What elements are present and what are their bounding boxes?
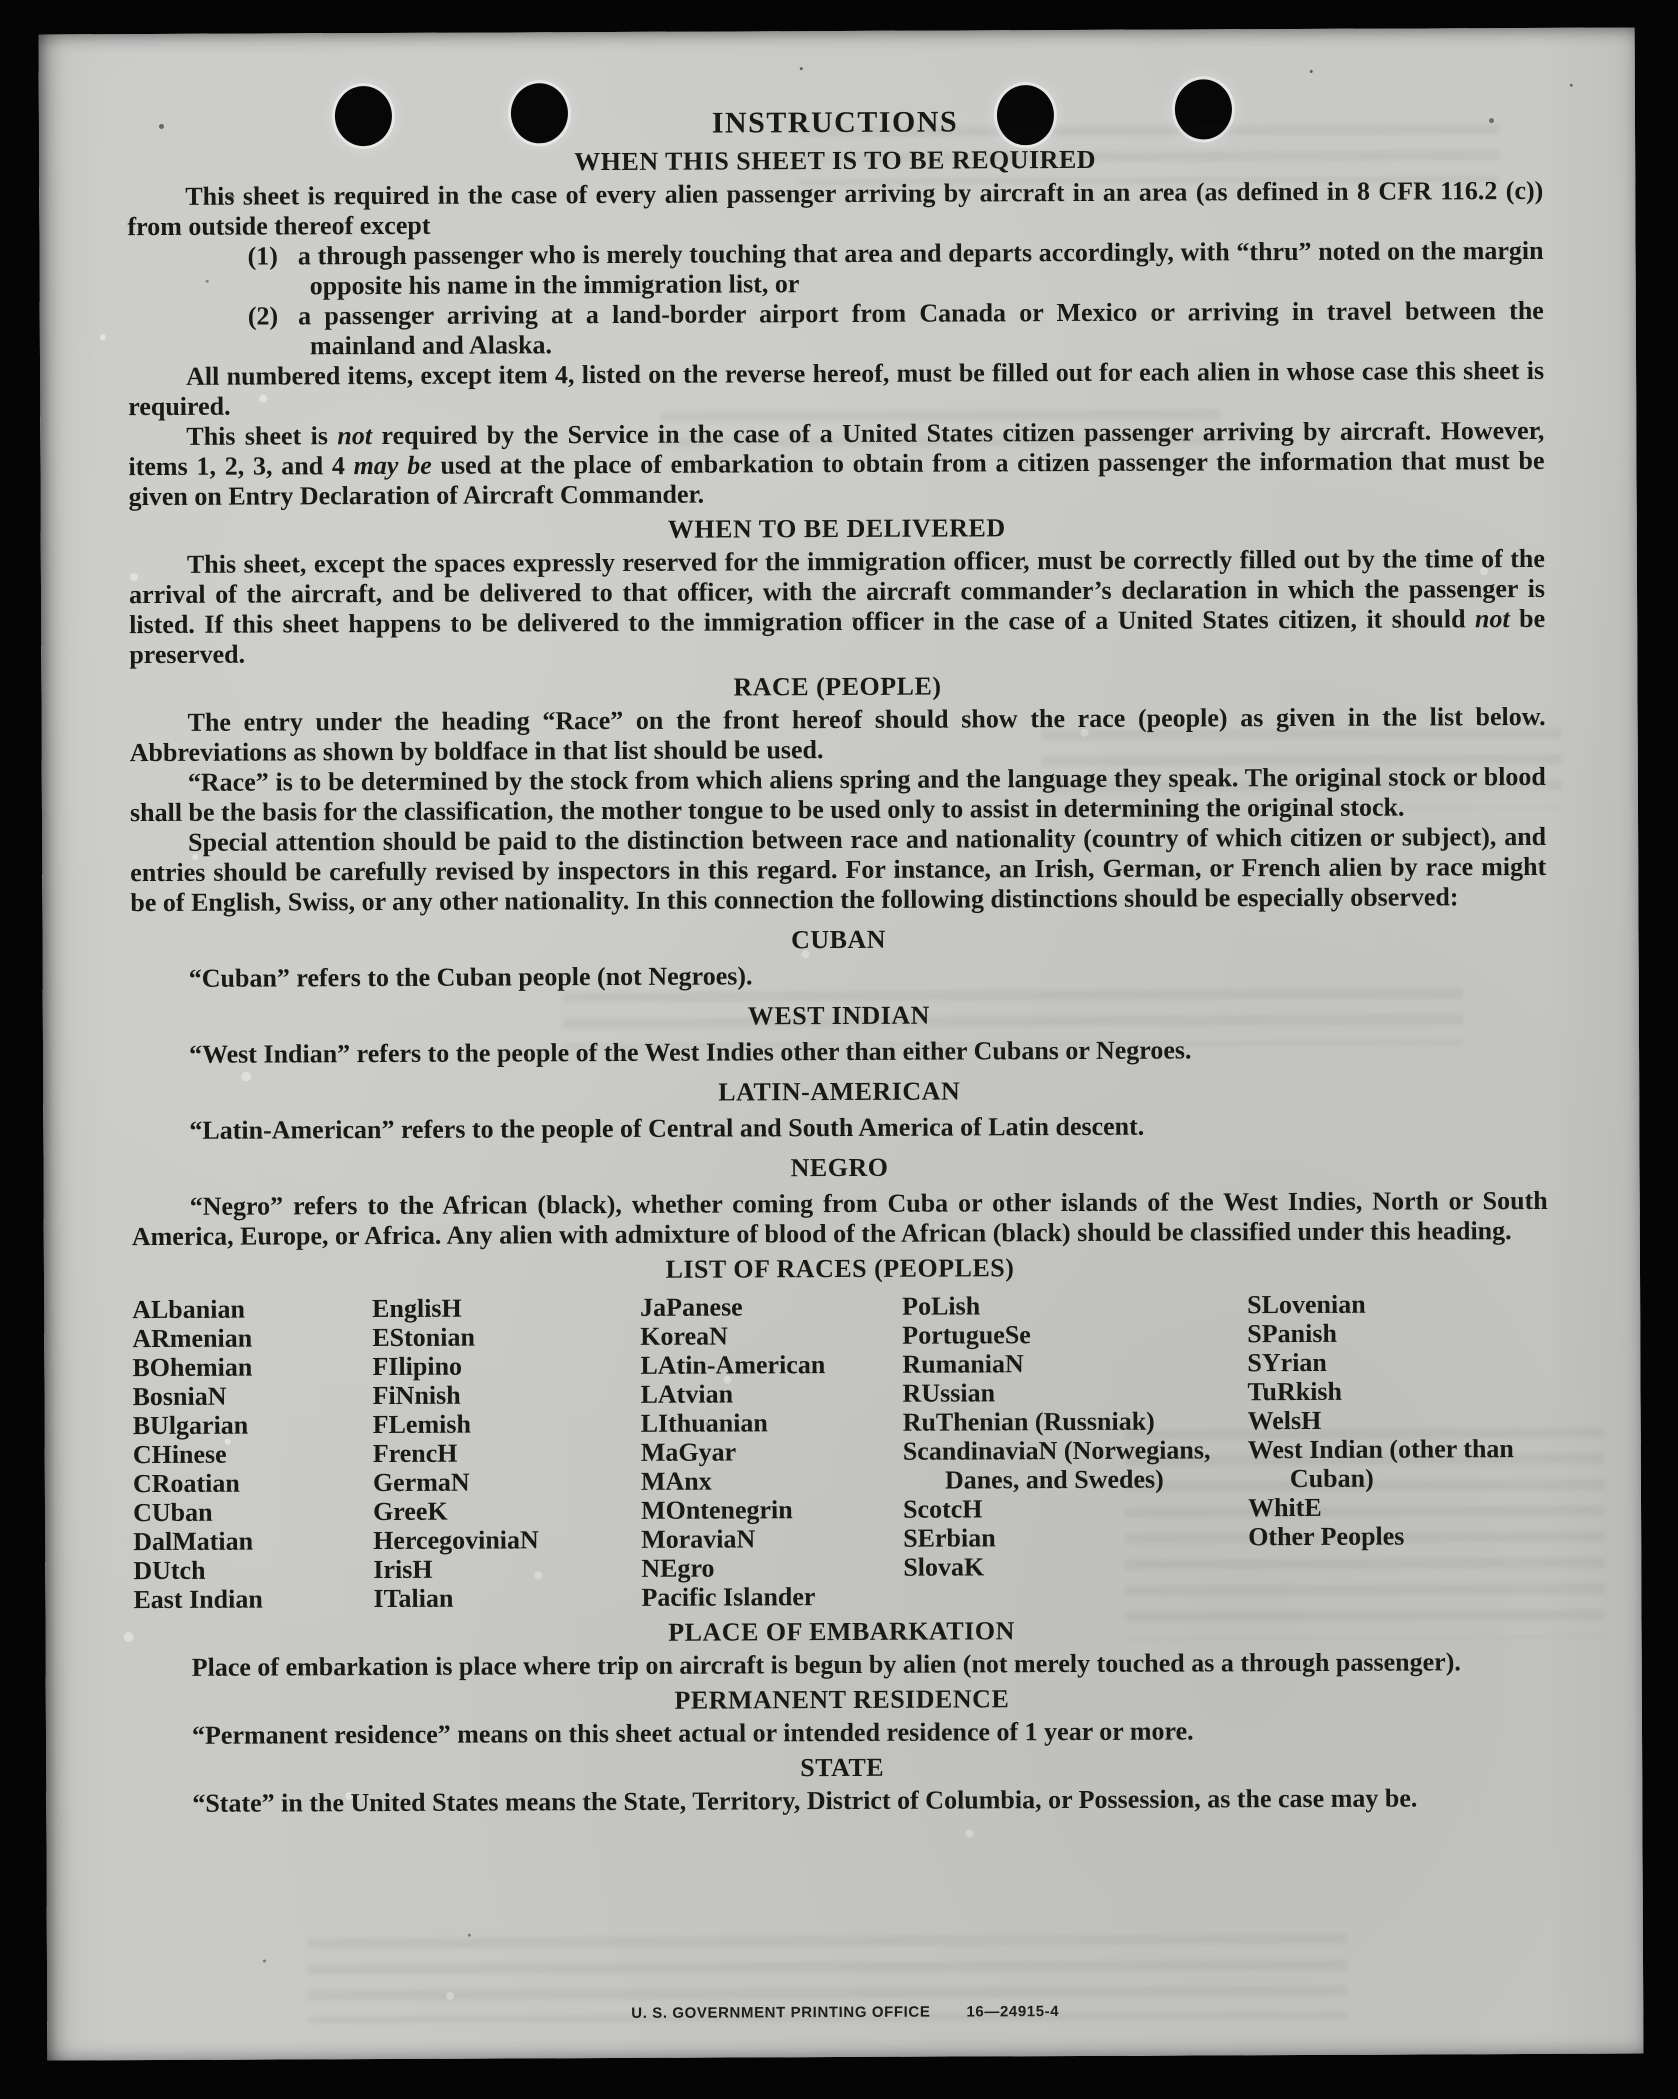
- emphasis-boldface: boldface: [434, 736, 529, 766]
- list-item-land-border: [128, 296, 1544, 362]
- emphasis-not: not: [337, 421, 373, 451]
- race-item: MaGyar: [640, 1437, 737, 1467]
- race-item: DUtch: [133, 1555, 206, 1586]
- race-item: WelsH: [1247, 1405, 1322, 1436]
- list-item-through-passenger: [127, 236, 1543, 302]
- race-item: CHinese: [132, 1439, 227, 1470]
- race-item: CRoatian: [132, 1468, 240, 1499]
- document-content: [127, 102, 1550, 1819]
- race-item: RumaniaN: [902, 1349, 1024, 1379]
- race-item: EnglisH: [372, 1293, 462, 1324]
- race-item: ARmenian: [132, 1323, 253, 1354]
- race-item: LIthuanian: [640, 1408, 768, 1438]
- race-item: SYrian: [1247, 1347, 1327, 1378]
- scan-speckles-light: [100, 334, 106, 340]
- race-item: IrisH: [373, 1554, 433, 1585]
- section-heading-cuban: CUBAN: [790, 924, 887, 955]
- race-item: MoraviaN: [641, 1524, 756, 1554]
- race-item: Pacific Islander: [641, 1582, 816, 1612]
- paragraph-race-nationality: Special attention should be paid to the distinction between race and nationality (country of which citizen or subject), and entries should be carefully revised by inspectors in this regard. For instance, an Irish, German, or French alien by race might be of English, Swiss, or any other nationality. In this connection the following distinctions should be especially observed:: [130, 821, 1547, 918]
- printing-office-footer: [47, 2001, 1643, 2025]
- section-heading-list-of-races: LIST OF RACES (PEOPLES): [665, 1253, 1015, 1284]
- paragraph-race-entry: [130, 702, 1546, 768]
- emphasis-not: not: [1474, 604, 1510, 634]
- race-item: PoLish: [902, 1291, 981, 1321]
- race-item: HercegoviniaN: [373, 1525, 539, 1556]
- list-item-text: a through passenger who is merely touching that area and departs accordingly, with “thru” noted on the margin opposite his name in the immigration list, or: [297, 235, 1544, 301]
- race-item: MOntenegrin: [640, 1495, 793, 1525]
- list-item-text: a passenger arriving at a land-border airport from Canada or Mexico or arriving in travel between the mainland and Alaska.: [298, 295, 1544, 361]
- race-item: SErbian: [903, 1523, 996, 1553]
- section-heading-west-indian: WEST INDIAN: [747, 1000, 930, 1031]
- paragraph-west-indian: “West Indian” refers to the people of the West Indies other than either Cubans or Negroes.: [188, 1035, 1192, 1069]
- race-item: GreeK: [372, 1496, 448, 1527]
- race-item: BUlgarian: [132, 1410, 249, 1441]
- footer-office: U. S. GOVERNMENT PRINTING OFFICE: [631, 2003, 931, 2022]
- race-item: LAtin-American: [640, 1350, 826, 1380]
- races-column-4: [902, 1290, 1248, 1611]
- text-run: This sheet, except the spaces expressly reserved for the immigration officer, must be correctly filled out by the time of the arrival of the aircraft, and be delivered to that officer, with the aircraft commander’s declaration in which the passenger is listed. If this sheet happens to be delivered to the immigration officer in the case of a United States citizen, it should: [128, 543, 1546, 640]
- race-item: FiNnish: [372, 1380, 461, 1411]
- section-heading-state: STATE: [800, 1752, 885, 1783]
- race-item: SlovaK: [903, 1552, 985, 1582]
- footer-code: 16—24915-4: [966, 2003, 1060, 2021]
- text-run: This sheet is: [186, 421, 338, 451]
- race-item: RUssian: [902, 1378, 996, 1408]
- race-item: BosniaN: [132, 1381, 227, 1412]
- race-item: West Indian (other than Cuban): [1247, 1434, 1514, 1494]
- races-column-2: [372, 1293, 641, 1613]
- document-page: [39, 28, 1644, 2061]
- section-heading-race: RACE (PEOPLE): [733, 671, 942, 702]
- text-run: required by the Service in the case of a United States citizen passenger arriving by aircraft. However, items 1, 2, 3, and 4: [128, 415, 1545, 482]
- race-item: GermaN: [372, 1467, 470, 1498]
- race-item: NEgro: [641, 1553, 715, 1583]
- race-item: MAnx: [640, 1466, 712, 1496]
- race-item: EStonian: [372, 1322, 475, 1353]
- text-run: used at the place of embarkation to obtain from a citizen passenger the information that must be given on Entry Declaration of Aircraft Commander.: [128, 445, 1545, 512]
- race-item: SLovenian: [1247, 1289, 1366, 1320]
- section-heading-latin-american: LATIN-AMERICAN: [718, 1076, 961, 1107]
- race-item: WhitE: [1247, 1492, 1322, 1523]
- race-item: ITalian: [373, 1583, 454, 1614]
- races-column-1: [132, 1294, 373, 1614]
- page-title: INSTRUCTIONS: [711, 105, 959, 140]
- race-item: PortugueSe: [902, 1320, 1031, 1350]
- race-item: ScotcH: [902, 1494, 983, 1524]
- section-heading-residence: PERMANENT RESIDENCE: [674, 1684, 1010, 1715]
- race-item: TuRkish: [1247, 1376, 1343, 1407]
- race-item: Other Peoples: [1248, 1521, 1405, 1552]
- race-item: LAtvian: [640, 1379, 734, 1409]
- paragraph-state: “State” in the United States means the State, Territory, District of Columbia, or Possession, as the case may be.: [192, 1783, 1418, 1818]
- race-item: SPanish: [1247, 1318, 1337, 1349]
- paragraph-race-determined: “Race” is to be determined by the stock from which aliens spring and the language they speak. The original stock or blood shall be the basis for the classification, the mother tongue to be used only to assist in determining the original stock.: [129, 761, 1546, 828]
- race-item: East Indian: [133, 1584, 263, 1615]
- list-item-number: (1): [247, 241, 278, 271]
- race-item: KoreaN: [640, 1321, 728, 1351]
- emphasis-may-be: may be: [353, 450, 432, 481]
- section-heading-when-delivered: WHEN TO BE DELIVERED: [667, 513, 1006, 544]
- paragraph-all-numbered-items: All numbered items, except item 4, listed on the reverse hereof, must be filled out for each alien in whose case this sheet is required.: [128, 355, 1545, 422]
- race-item: ScandinaviaN (Norwegians, Danes, and Swedes): [902, 1435, 1211, 1495]
- race-item: FrencH: [372, 1438, 458, 1469]
- paragraph-when-delivered: [129, 544, 1546, 670]
- paragraph-cuban: “Cuban” refers to the Cuban people (not Negroes).: [188, 961, 753, 993]
- races-column-5: [1247, 1289, 1549, 1609]
- text-run: The entry under the heading “Race” on the front hereof should show the race (people) as given in the list below. Abbreviations as shown by: [129, 701, 1546, 768]
- section-heading-negro: NEGRO: [790, 1152, 889, 1183]
- text-run: in that list should be used.: [527, 735, 824, 766]
- race-item: FLemish: [372, 1409, 471, 1440]
- race-item: BOhemian: [132, 1352, 253, 1383]
- paragraph-citizen-exception: [128, 416, 1544, 512]
- races-column-3: [640, 1292, 903, 1612]
- text-run: be preserved.: [129, 603, 1546, 670]
- race-item: DalMatian: [133, 1526, 254, 1557]
- races-list: [132, 1289, 1549, 1614]
- race-item: ALbanian: [132, 1294, 245, 1325]
- paragraph-residence: “Permanent residence” means on this sheet actual or intended residence of 1 year or more.: [191, 1716, 1194, 1750]
- race-item: FIlipino: [372, 1351, 463, 1382]
- section-heading-when-required: WHEN THIS SHEET IS TO BE REQUIRED: [574, 144, 1097, 177]
- paragraph-negro: “Negro” refers to the African (black), whether coming from Cuba or other islands of the West Indies, North or South America, Europe, or Africa. Any alien with admixture of blood of the African (black) should be classified under this heading.: [131, 1185, 1548, 1252]
- race-item: CUban: [132, 1497, 213, 1528]
- race-item: JaPanese: [640, 1292, 743, 1322]
- list-item-number: (2): [247, 301, 279, 331]
- paragraph-latin-american: “Latin-American” refers to the people of Central and South America of Latin descent.: [189, 1111, 1145, 1145]
- paragraph-required-intro: This sheet is required in the case of every alien passenger arriving by aircraft in an area (as defined in 8 CFR 116.2 (c)) from outside thereof except: [127, 175, 1544, 242]
- section-heading-embarkation: PLACE OF EMBARKATION: [668, 1616, 1015, 1647]
- paragraph-embarkation: Place of embarkation is place where trip on aircraft is begun by alien (not merely touched as a through passenger).: [191, 1647, 1461, 1682]
- race-item: RuThenian (Russniak): [902, 1406, 1155, 1437]
